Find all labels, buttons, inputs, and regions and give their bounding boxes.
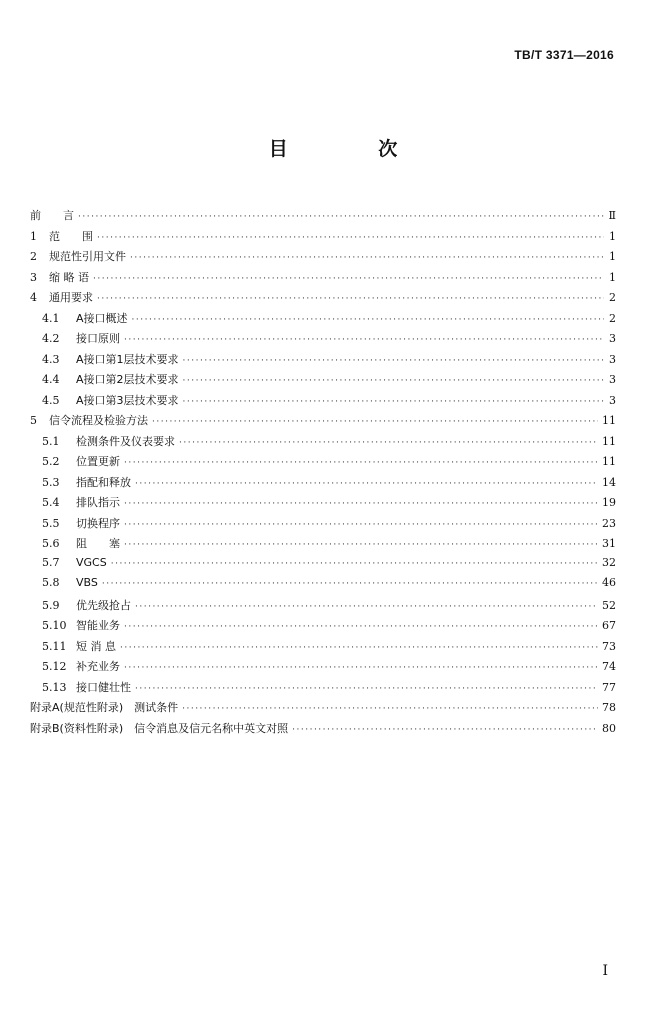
toc-entry-label: 规范性引用文件 (49, 250, 126, 263)
toc-entry-number: 5.6 (42, 537, 60, 550)
dot-leader (292, 725, 598, 735)
dot-leader (124, 458, 598, 468)
dot-leader (93, 274, 604, 284)
toc-entry-number: 1 (30, 229, 37, 243)
dot-leader (124, 663, 598, 673)
toc-entry-number: 5.13 (42, 680, 67, 694)
page-number: I (602, 963, 608, 979)
toc-entry[interactable] (30, 638, 616, 659)
dot-leader (97, 294, 604, 304)
dot-leader (102, 579, 598, 589)
dot-leader (124, 499, 598, 509)
toc-entry-number: 4.2 (42, 332, 60, 345)
toc-entry-page: 11 (602, 414, 616, 427)
toc-entry-page: 78 (602, 701, 616, 714)
toc-entry-number: 2 (30, 250, 37, 263)
toc-entry-label: 范 围 (49, 229, 93, 243)
toc-entry-number: 5.10 (42, 619, 67, 632)
toc-entry[interactable] (30, 228, 616, 249)
toc-entry[interactable] (30, 597, 616, 618)
toc-entry[interactable] (30, 679, 616, 700)
toc-entry-page: 46 (602, 576, 616, 589)
toc-entry[interactable] (30, 207, 616, 228)
toc-entry-label: 智能业务 (76, 619, 120, 632)
toc-entry-page: 3 (609, 373, 616, 386)
toc-entry-number: 5.9 (42, 598, 60, 612)
toc-entry-page: 1 (609, 270, 616, 284)
toc-entry-number: 5 (30, 414, 37, 427)
toc-entry-page: Ⅱ (608, 209, 616, 222)
toc-entry-page: 52 (602, 598, 616, 612)
toc-entry-label: 检测条件及仪表要求 (76, 434, 175, 448)
toc-entry[interactable] (30, 412, 616, 433)
toc-entry-page: 67 (602, 619, 616, 632)
standard-code: TB/T 3371—2016 (514, 48, 614, 62)
toc-entry-label: 前 言 (30, 209, 74, 222)
toc-entry-label: A接口第3层技术要求 (76, 393, 179, 407)
toc-entry-number: 5.1 (42, 434, 60, 448)
toc-entry-label: 缩 略 语 (49, 270, 89, 284)
toc-entry-number: 4.1 (42, 311, 60, 325)
toc-entry-label: VGCS (76, 555, 107, 569)
toc-entry[interactable] (30, 576, 616, 597)
toc-entry-page: 73 (602, 639, 616, 653)
toc-entry[interactable] (30, 392, 616, 413)
toc-entry[interactable] (30, 433, 616, 454)
dot-leader (111, 559, 598, 569)
toc-entry-label: 附录A(规范性附录) 测试条件 (30, 701, 179, 714)
toc-entry[interactable] (30, 289, 616, 310)
toc-entry-number: 3 (30, 270, 37, 284)
toc-entry-label: 补充业务 (76, 660, 120, 673)
toc-entry-label: 优先级抢占 (76, 598, 131, 612)
toc-entry-label: 指配和释放 (76, 475, 131, 489)
toc-entry-label: A接口第2层技术要求 (76, 373, 179, 386)
dot-leader (120, 643, 598, 653)
toc-entry[interactable] (30, 453, 616, 474)
toc-entry-label: A接口概述 (76, 311, 128, 325)
toc-entry-number: 5.7 (42, 555, 60, 569)
toc-entry-label: 接口原则 (76, 332, 120, 345)
dot-leader (78, 212, 604, 222)
toc-entry-page: 11 (602, 455, 616, 468)
toc-entry-label: 通用要求 (49, 291, 93, 304)
toc-entry-number: 4.3 (42, 352, 60, 366)
dot-leader (182, 704, 598, 714)
toc-entry-label: 排队指示 (76, 496, 120, 509)
toc-entry[interactable] (30, 310, 616, 331)
dot-leader (179, 438, 598, 448)
toc-entry[interactable] (30, 269, 616, 290)
toc-entry-page: 23 (602, 516, 616, 530)
toc-entry-page: 77 (602, 680, 616, 694)
toc-entry-number: 5.4 (42, 496, 60, 509)
toc-entry-number: 5.12 (42, 660, 67, 673)
toc-entry[interactable] (30, 371, 616, 392)
toc-entry[interactable] (30, 351, 616, 372)
toc-entry-number: 5.2 (42, 455, 60, 468)
dot-leader (135, 479, 598, 489)
toc-entry[interactable] (30, 474, 616, 495)
toc-entry-number: 5.11 (42, 639, 67, 653)
toc-entry[interactable] (30, 556, 616, 577)
dot-leader (124, 622, 598, 632)
dot-leader (183, 397, 604, 407)
toc-entry[interactable] (30, 720, 616, 741)
dot-leader (183, 376, 604, 386)
dot-leader (130, 253, 604, 263)
dot-leader (132, 315, 604, 325)
toc-entry-page: 31 (602, 537, 616, 550)
toc-entry-page: 80 (602, 721, 616, 735)
toc-entry-page: 19 (602, 496, 616, 509)
toc-entry-page: 3 (609, 352, 616, 366)
toc-entry-page: 32 (602, 555, 616, 569)
toc-entry-page: 1 (609, 250, 616, 263)
toc-entry-page: 11 (602, 434, 616, 448)
toc-entry-label: 切换程序 (76, 516, 120, 530)
dot-leader (124, 540, 598, 550)
toc-entry-page: 3 (609, 332, 616, 345)
toc-entry-number: 4.4 (42, 373, 60, 386)
dot-leader (183, 356, 604, 366)
toc-entry-label: VBS (76, 576, 98, 589)
toc-entry[interactable] (30, 515, 616, 536)
toc-entry-number: 4 (30, 291, 37, 304)
toc-entry[interactable] (30, 248, 616, 269)
dot-leader (135, 684, 598, 694)
toc-entry-number: 4.5 (42, 393, 60, 407)
dot-leader (124, 335, 604, 345)
toc-entry-number: 5.5 (42, 516, 60, 530)
toc-entry-page: 74 (602, 660, 616, 673)
toc-entry-label: 信令流程及检验方法 (49, 414, 148, 427)
toc-entry-page: 2 (609, 291, 616, 304)
toc-entry-label: 阻 塞 (76, 537, 120, 550)
toc-entry[interactable] (30, 658, 616, 679)
dot-leader (124, 520, 598, 530)
toc-entry-label: 接口健壮性 (76, 680, 131, 694)
toc-entry-page: 2 (609, 311, 616, 325)
toc-entry[interactable] (30, 617, 616, 638)
toc-entry-page: 1 (609, 229, 616, 243)
toc-entry-number: 5.3 (42, 475, 60, 489)
toc-entry-label: 短 消 息 (76, 639, 116, 653)
page-title: 目 次 (268, 138, 440, 160)
dot-leader (135, 602, 598, 612)
dot-leader (152, 417, 598, 427)
dot-leader (97, 233, 604, 243)
toc-entry[interactable] (30, 494, 616, 515)
toc-entry-page: 3 (609, 393, 616, 407)
toc-entry-number: 5.8 (42, 576, 60, 589)
toc-entry[interactable] (30, 330, 616, 351)
toc-entry-page: 14 (602, 475, 616, 489)
toc-entry-label: 位置更新 (76, 455, 120, 468)
toc-entry[interactable] (30, 535, 616, 556)
toc-entry[interactable] (30, 699, 616, 720)
toc-entry-label: A接口第1层技术要求 (76, 352, 179, 366)
table-of-contents (30, 207, 616, 740)
toc-entry-label: 附录B(资料性附录) 信令消息及信元名称中英文对照 (30, 721, 289, 735)
